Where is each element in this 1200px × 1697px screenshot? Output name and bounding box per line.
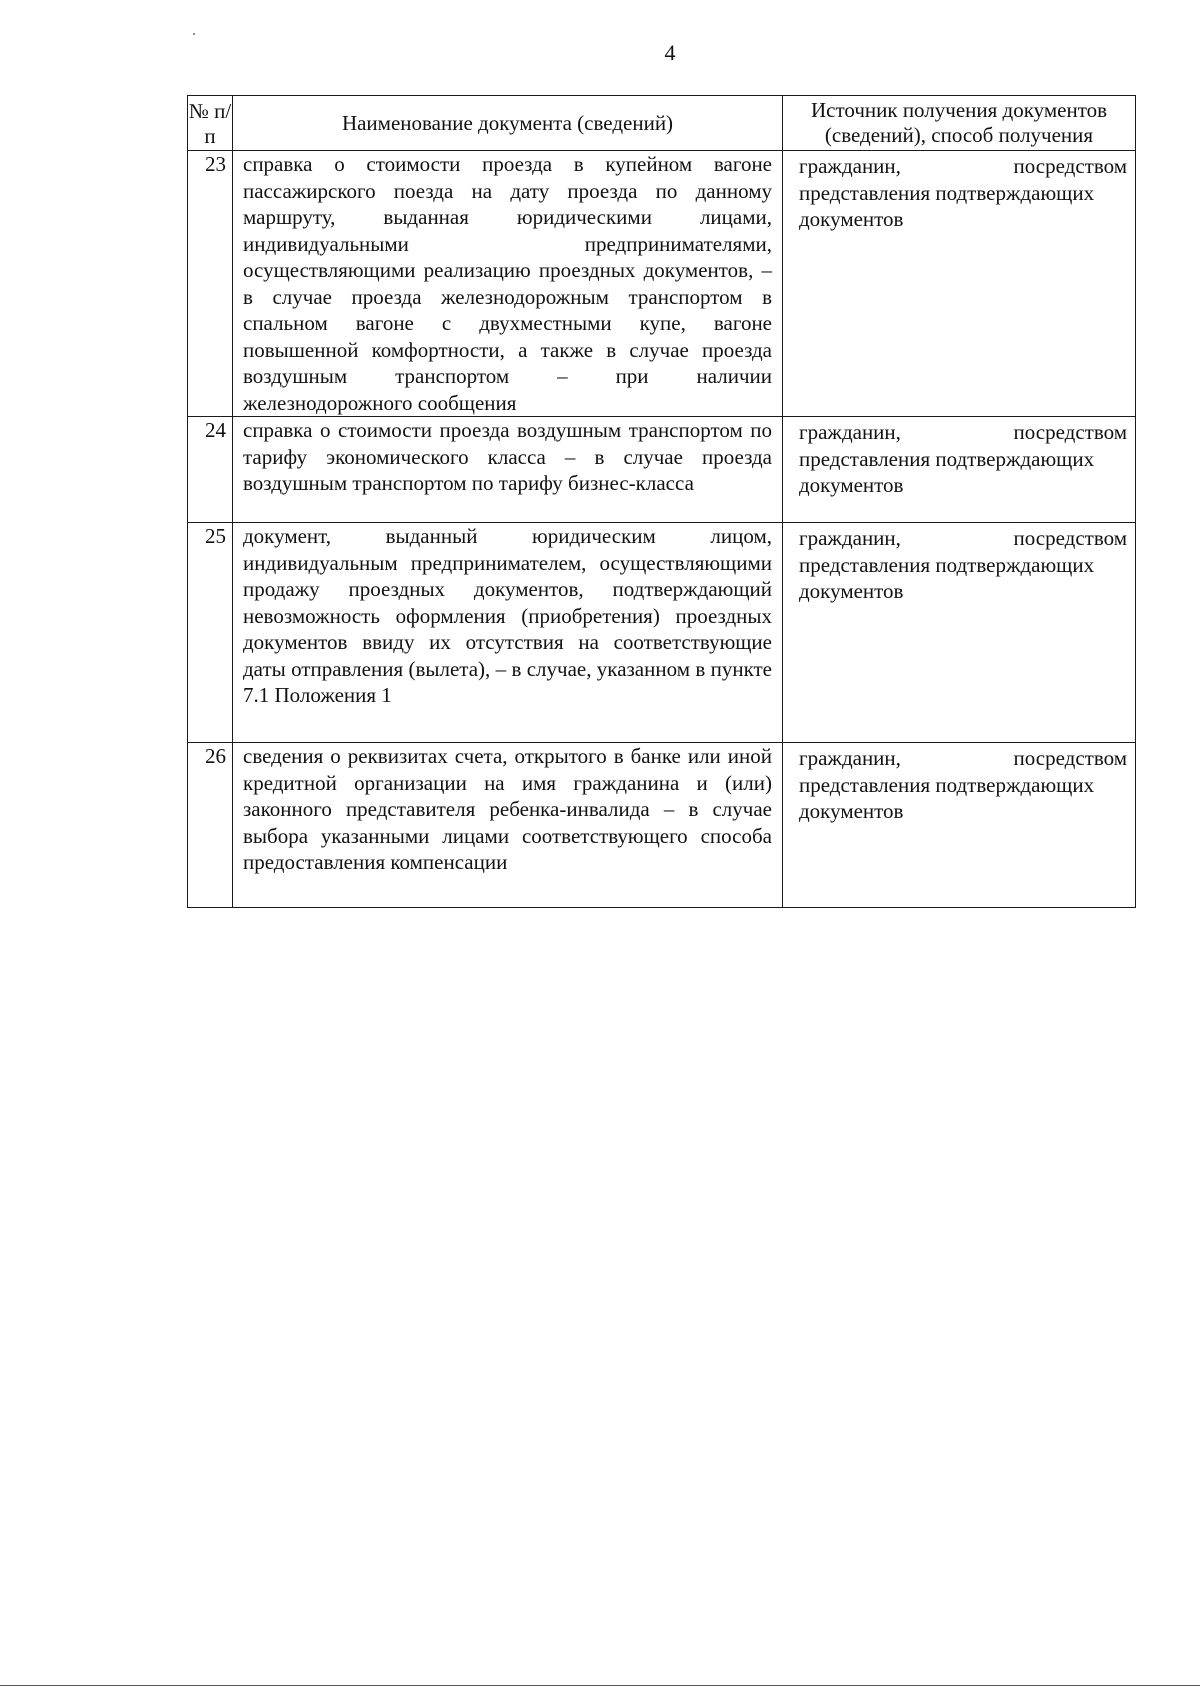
- source-cell: [783, 151, 1136, 417]
- table-row: [188, 417, 1136, 523]
- source-first-line: [799, 419, 1127, 446]
- source-method: представления подтверждающих документов: [799, 552, 1095, 603]
- source-citizen: гражданин,: [799, 154, 901, 178]
- table-row: [188, 151, 1136, 417]
- source-cell: [783, 523, 1136, 743]
- source-via: посредством: [1013, 420, 1127, 444]
- source-citizen: гражданин,: [799, 526, 901, 550]
- row-number: 24: [188, 417, 233, 523]
- header-source: Источник получения документов (сведений), способ получения: [783, 96, 1136, 151]
- document-name-cell: справка о стоимости проезда воздушным транспортом по тарифу экономического класса – в случае проезда воздушным транспортом по тарифу бизнес-класса: [233, 417, 783, 523]
- table-header-row: [188, 96, 1136, 151]
- source-cell: [783, 417, 1136, 523]
- documents-table: [187, 95, 1136, 908]
- source-via: посредством: [1013, 154, 1127, 178]
- header-document-name: Наименование документа (сведений): [233, 96, 783, 151]
- page-number: 4: [664, 40, 676, 65]
- source-cell: [783, 743, 1136, 908]
- row-number: 26: [188, 743, 233, 908]
- document-name-cell: сведения о реквизитах счета, открытого в банке или иной кредитной организации на имя гражданина и (или) законного представителя ребенка-инвалида – в случае выбора указанными лицами соответствующего способа предоставления компенсации: [233, 743, 783, 908]
- row-number: 23: [188, 151, 233, 417]
- row-number: 25: [188, 523, 233, 743]
- scan-bottom-edge: [0, 1685, 1200, 1686]
- source-first-line: [799, 745, 1127, 772]
- source-first-line: [799, 153, 1127, 180]
- source-citizen: гражданин,: [799, 420, 901, 444]
- document-name-cell: документ, выданный юридическим лицом, индивидуальным предпринимателем, осуществляющими продажу проездных документов, подтверждающий невозможность оформления (приобретения) проездных документов ввиду их отсутствия на соответствующие даты отправления (вылета), – в случае, указанном в пункте 7.1 Положения 1: [233, 523, 783, 743]
- source-method: представления подтверждающих документов: [799, 772, 1095, 823]
- scan-speck: [193, 33, 195, 35]
- source-first-line: [799, 525, 1127, 552]
- source-via: посредством: [1013, 526, 1127, 550]
- document-name-cell: справка о стоимости проезда в купейном вагоне пассажирского поезда на дату проезда по данному маршруту, выданная юридическими лицами, индивидуальными предпринимателями, осуществляющими реализацию проездных документов, – в случае проезда железнодорожным транспортом в спальном вагоне с двухместными купе, вагоне повышенной комфортности, а также в случае проезда воздушным транспортом – при наличии железнодорожного сообщения: [233, 151, 783, 417]
- header-number: № п/п: [188, 96, 233, 151]
- source-citizen: гражданин,: [799, 746, 901, 770]
- source-via: посредством: [1013, 746, 1127, 770]
- table-row: [188, 743, 1136, 908]
- source-method: представления подтверждающих документов: [799, 180, 1095, 231]
- table-row: [188, 523, 1136, 743]
- source-method: представления подтверждающих документов: [799, 446, 1095, 497]
